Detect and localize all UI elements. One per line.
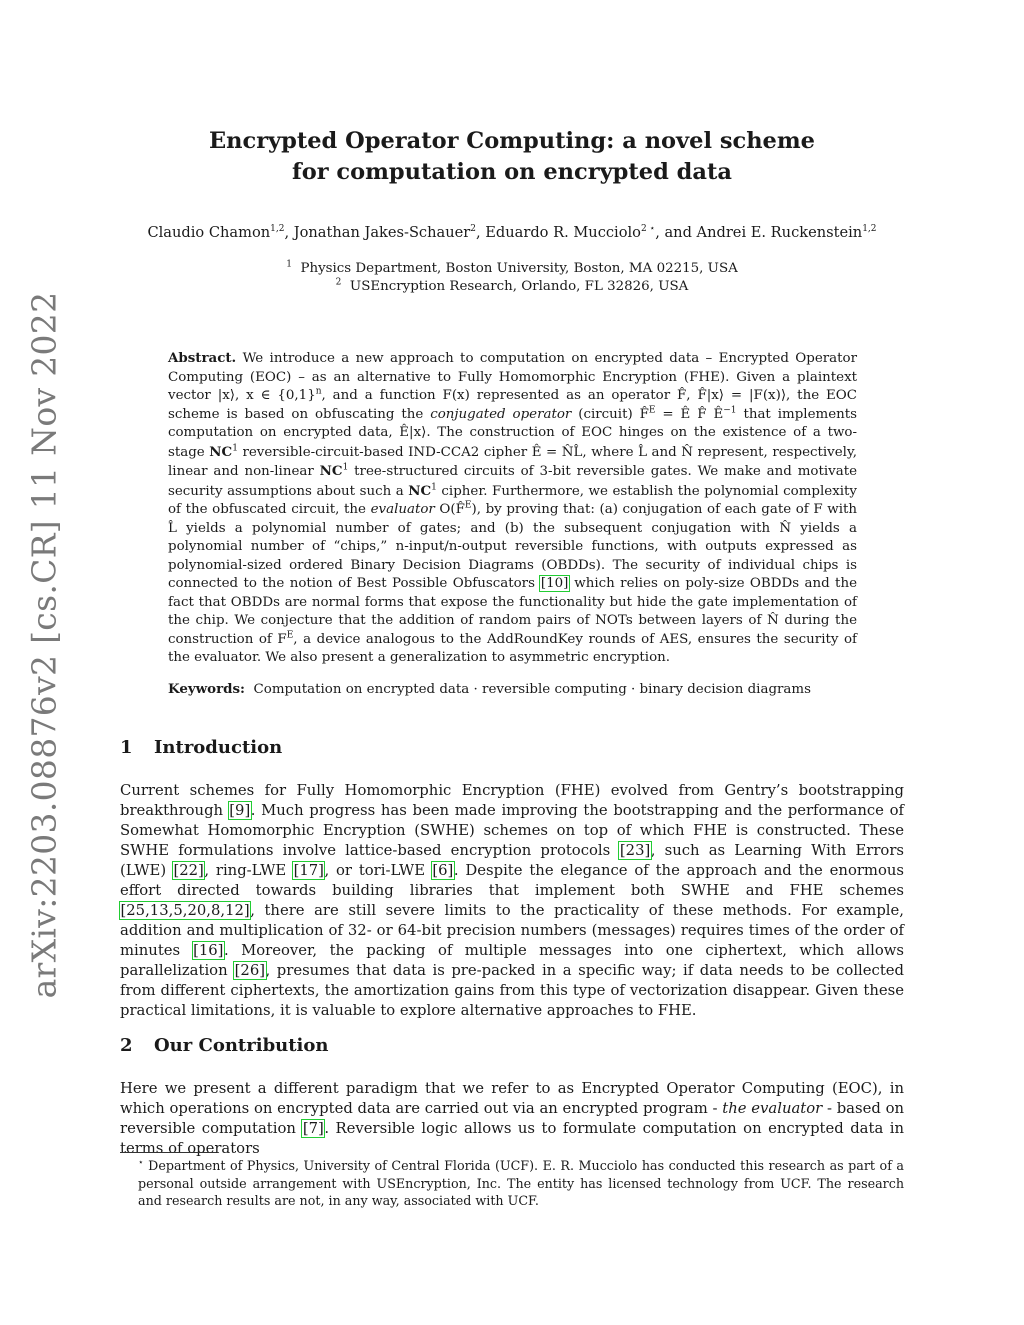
abstract-text: (circuit) F̂ bbox=[571, 406, 649, 422]
superscript: 1 bbox=[342, 462, 349, 473]
abstract-emphasis: evaluator bbox=[370, 502, 435, 517]
abstract-text: We introduce a new approach to computation on encrypted data – Encrypted Operator Computing (EOC) – as an alternative to Fully Homomorphic Encryption (FHE). Given a plaintext vector |x⟩, x ∈ {0,1} bbox=[168, 351, 857, 403]
abstract-text: reversible-circuit-based IND-CCA2 cipher Ê = N̂L̂, where L̂ and N̂ represent, respectively, linear and non-linear bbox=[168, 444, 857, 479]
body-emphasis: the evaluator bbox=[722, 1100, 823, 1117]
body-text: . Despite the elegance of the approach and the enormous effort directed towards building libraries that implement both SWHE and FHE schemes bbox=[120, 862, 904, 899]
keywords bbox=[168, 681, 857, 697]
keywords-text: Computation on encrypted data · reversible computing · binary decision diagrams bbox=[253, 682, 811, 697]
author-separator: , bbox=[475, 224, 486, 241]
author-separator: , bbox=[284, 224, 294, 241]
citation-link[interactable]: [23] bbox=[619, 842, 651, 859]
author-name: Jonathan Jakes-Schauer bbox=[293, 224, 471, 241]
superscript: 1 bbox=[431, 482, 437, 493]
author-name: Claudio Chamon bbox=[147, 224, 271, 241]
affiliation-text: USEncryption Research, Orlando, FL 32826, USA bbox=[349, 279, 689, 294]
complexity-class: NC bbox=[319, 463, 343, 479]
citation-link[interactable]: [10] bbox=[540, 576, 569, 591]
body-text: , or tori-LWE bbox=[324, 862, 432, 879]
footnote-text: Department of Physics, University of Central Florida (UCF). E. R. Mucciolo has conducted this research as part of a personal outside arrangement with USEncryption, Inc. The entity has licensed technology from UCF. The research and research results are not, in any way, associated with UCF. bbox=[138, 1158, 904, 1208]
body-text: , ring-LWE bbox=[204, 862, 294, 879]
abstract-emphasis: conjugated operator bbox=[430, 406, 572, 422]
superscript: E bbox=[464, 500, 472, 511]
citation-link[interactable]: [26] bbox=[234, 962, 266, 979]
body-text: Current schemes for Fully Homomorphic Encryption (FHE) evolved from Gentry’s bootstrapping breakthrough bbox=[120, 782, 904, 819]
footnote bbox=[120, 1157, 904, 1210]
section-title: Our Contribution bbox=[154, 1035, 329, 1056]
abstract-text: , and a function F(x) represented as an operator F̂, F̂|x⟩ = |F(x)⟩, the EOC scheme is based on obfuscating the bbox=[168, 388, 857, 422]
citation-link[interactable]: [7] bbox=[302, 1120, 324, 1137]
title-line-1: Encrypted Operator Computing: a novel scheme bbox=[208, 128, 815, 154]
superscript: n bbox=[315, 386, 322, 397]
superscript: E bbox=[286, 630, 294, 641]
author-separator: , and bbox=[655, 224, 697, 241]
abstract-text: cipher. Furthermore, we establish the polynomial complexity of the obfuscated circuit, the bbox=[168, 483, 857, 517]
author-mark: 1,2 bbox=[862, 224, 877, 235]
citation-link[interactable]: [6] bbox=[432, 862, 454, 879]
keywords-label: Keywords: bbox=[168, 681, 246, 697]
abstract-label: Abstract. bbox=[168, 350, 237, 366]
contribution-paragraph bbox=[120, 1079, 904, 1159]
citation-link[interactable]: [22] bbox=[173, 862, 204, 879]
section-heading-our-contribution bbox=[120, 1035, 329, 1056]
author-mark: 2 ⋆ bbox=[640, 224, 656, 235]
author-mark: 2 bbox=[470, 224, 476, 235]
section-heading-introduction bbox=[120, 737, 282, 758]
complexity-class: NC bbox=[209, 443, 233, 460]
title-line-2: for computation on encrypted data bbox=[292, 159, 732, 185]
abstract-text: tree-structured circuits of 3-bit reversible gates. We make and motivate security assumptions about such a bbox=[168, 464, 857, 499]
citation-link[interactable]: [16] bbox=[193, 942, 224, 959]
footnote-body bbox=[120, 1157, 904, 1210]
body-text: - based on reversible computation bbox=[120, 1100, 905, 1137]
affiliation bbox=[150, 260, 874, 278]
abstract-text: , a device analogous to the AddRoundKey rounds of AES, ensures the security of the evaluator. We also present a generalization to asymmetric encryption. bbox=[168, 631, 857, 665]
body-text: . Moreover, the packing of multiple messages into one ciphertext, which allows parallelization bbox=[120, 942, 904, 979]
author-list bbox=[100, 224, 924, 241]
section-number: 1 bbox=[120, 737, 133, 758]
superscript: 1 bbox=[232, 443, 238, 454]
body-text: , presumes that data is pre-packed in a specific way; if data needs to be collected from different ciphertexts, the amortization gains from this type of vectorization disappear. Given these practical limitations, it is valuable to explore alternative approaches to FHE. bbox=[120, 962, 904, 1019]
citation-link[interactable]: [9] bbox=[229, 802, 251, 819]
paper-title bbox=[150, 126, 874, 188]
body-text: Here we present a different paradigm that we refer to as Encrypted Operator Computing (EOC), in which operations on encrypted data are carried out via an encrypted program - bbox=[120, 1080, 904, 1117]
abstract-text: which relies on poly-size OBDDs and the fact that OBDDs are normal forms that expose the functionality but hide the gate implementation of the chip. We conjecture that the addition of random pairs of NOTs between layers of N̂ during the construction of F bbox=[168, 576, 857, 647]
footnote-rule bbox=[120, 1152, 216, 1153]
complexity-class: NC bbox=[408, 482, 432, 499]
abstract-text: = Ê F̂ Ê bbox=[655, 406, 724, 422]
author-mark: 1,2 bbox=[270, 224, 285, 235]
body-text: . Much progress has been made improving the bootstrapping and the performance of Somewhat Homomorphic Encryption (SWHE) schemes on top of which FHE is constructed. These SWHE formulations involve lattice-based encryption protocols bbox=[120, 802, 904, 859]
abstract-text: that implements computation on encrypted data, Ê|x⟩. The construction of EOC hinges on the existence of a two-stage bbox=[168, 406, 857, 460]
author-name: Eduardo R. Mucciolo bbox=[485, 224, 641, 241]
abstract bbox=[168, 349, 857, 668]
affiliation bbox=[150, 278, 874, 296]
introduction-paragraph bbox=[120, 781, 904, 1021]
citation-link[interactable]: [25,13,5,20,8,12] bbox=[120, 902, 250, 919]
superscript: E bbox=[648, 405, 656, 416]
affiliation-mark: 1 bbox=[286, 259, 292, 270]
affiliations bbox=[150, 260, 874, 296]
affiliation-mark: 2 bbox=[335, 277, 342, 288]
section-number: 2 bbox=[120, 1035, 133, 1056]
body-text: , there are still severe limits to the practicality of these methods. For example, addition and multiplication of 32- or 64-bit precision numbers (messages) requires times of the order of minutes bbox=[120, 902, 904, 959]
affiliation-text: Physics Department, Boston University, Boston, MA 02215, USA bbox=[300, 261, 738, 276]
arxiv-identifier[interactable]: arXiv:2203.08876v2 [cs.CR] 11 Nov 2022 bbox=[24, 291, 64, 999]
author-name: Andrei E. Ruckenstein bbox=[696, 224, 863, 241]
superscript: −1 bbox=[723, 405, 737, 416]
footnote-mark: ⋆ bbox=[138, 1157, 144, 1168]
body-text: , such as Learning With Errors (LWE) bbox=[120, 842, 905, 879]
abstract-text: ), by proving that: (a) conjugation of each gate of F with L̂ yields a polynomial number of gates; and (b) the subsequent conjugation with N̂ yields a polynomial number of “chips,” n-input/n-output reversible functions, with outputs expressed as polynomial-sized ordered Binary Decision Diagrams (OBDDs). The security of individual chips is connected to the notion of Best Possible Obfuscators bbox=[168, 502, 858, 591]
citation-link[interactable]: [17] bbox=[293, 862, 324, 879]
abstract-text: O(F̂ bbox=[434, 502, 465, 517]
section-title: Introduction bbox=[154, 737, 283, 758]
body-text: . Reversible logic allows us to formulate computation on encrypted data in terms of operators bbox=[120, 1120, 905, 1157]
arxiv-sidebar bbox=[14, 291, 74, 999]
